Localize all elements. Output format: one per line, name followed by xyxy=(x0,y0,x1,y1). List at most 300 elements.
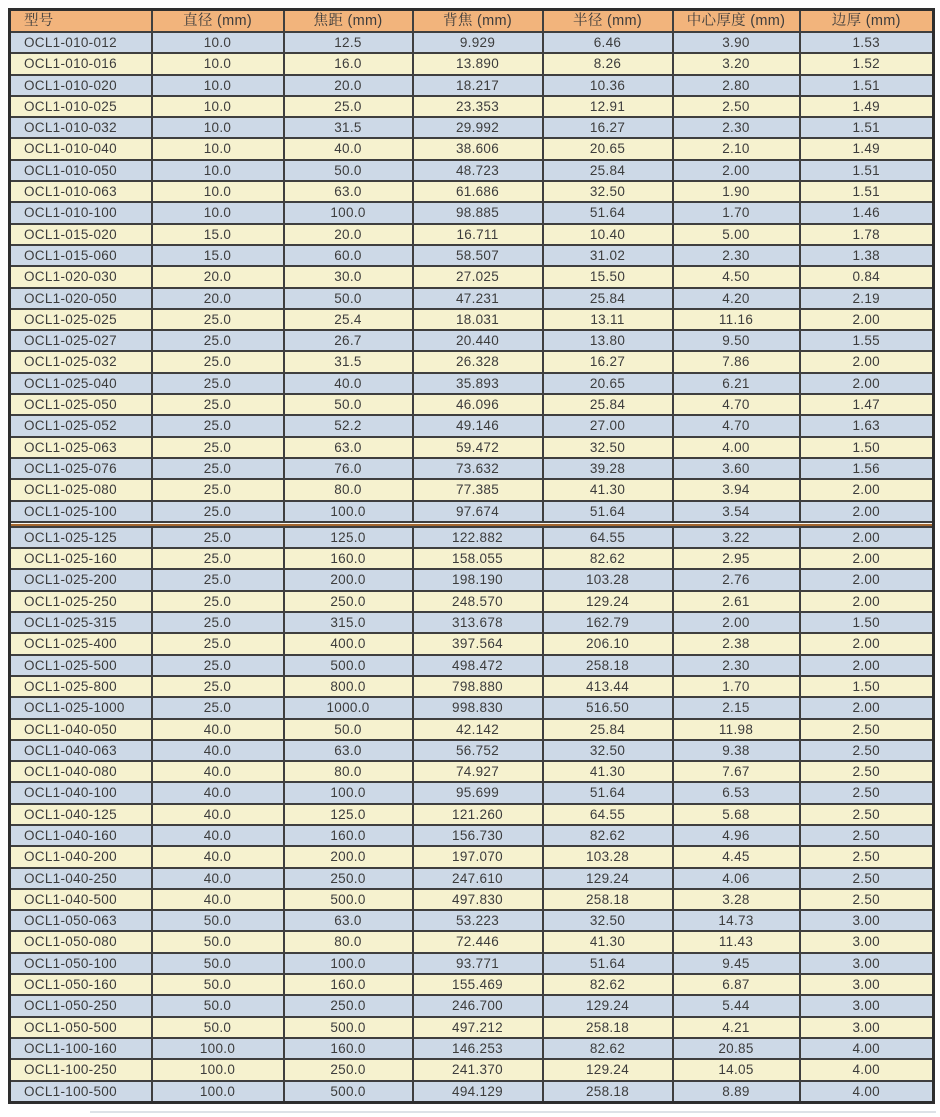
table-row xyxy=(10,527,934,548)
value-cell: 14.05 xyxy=(673,1059,800,1080)
value-cell: 25.4 xyxy=(284,309,413,330)
value-cell: 41.30 xyxy=(543,931,673,952)
model-cell: OCL1-015-020 xyxy=(10,224,152,245)
value-cell: 0.84 xyxy=(800,266,934,287)
value-cell: 82.62 xyxy=(543,825,673,846)
value-cell: 5.68 xyxy=(673,804,800,825)
model-cell: OCL1-010-020 xyxy=(10,75,152,96)
value-cell: 53.223 xyxy=(413,910,543,931)
value-cell: 61.686 xyxy=(413,181,543,202)
value-cell: 2.19 xyxy=(800,288,934,309)
model-cell: OCL1-050-100 xyxy=(10,953,152,974)
table-row xyxy=(10,868,934,889)
table-row xyxy=(10,351,934,372)
value-cell: 4.70 xyxy=(673,415,800,436)
value-cell: 2.00 xyxy=(800,351,934,372)
table-row xyxy=(10,245,934,266)
model-cell: OCL1-010-032 xyxy=(10,117,152,138)
value-cell: 1.50 xyxy=(800,676,934,697)
value-cell: 12.5 xyxy=(284,32,413,53)
value-cell: 100.0 xyxy=(152,1038,284,1059)
value-cell: 63.0 xyxy=(284,910,413,931)
model-cell: OCL1-025-032 xyxy=(10,351,152,372)
value-cell: 1.78 xyxy=(800,224,934,245)
table-row xyxy=(10,309,934,330)
model-cell: OCL1-050-080 xyxy=(10,931,152,952)
model-cell: OCL1-025-400 xyxy=(10,633,152,654)
value-cell: 35.893 xyxy=(413,373,543,394)
value-cell: 3.28 xyxy=(673,889,800,910)
model-cell: OCL1-100-250 xyxy=(10,1059,152,1080)
model-cell: OCL1-050-500 xyxy=(10,1017,152,1038)
value-cell: 158.055 xyxy=(413,548,543,569)
value-cell: 25.0 xyxy=(152,655,284,676)
model-cell: OCL1-100-500 xyxy=(10,1081,152,1103)
value-cell: 40.0 xyxy=(152,740,284,761)
value-cell: 10.0 xyxy=(152,53,284,74)
value-cell: 25.0 xyxy=(152,591,284,612)
value-cell: 121.260 xyxy=(413,804,543,825)
value-cell: 40.0 xyxy=(152,782,284,803)
value-cell: 516.50 xyxy=(543,697,673,718)
value-cell: 2.50 xyxy=(800,782,934,803)
value-cell: 31.02 xyxy=(543,245,673,266)
value-cell: 9.38 xyxy=(673,740,800,761)
value-cell: 103.28 xyxy=(543,569,673,590)
value-cell: 498.472 xyxy=(413,655,543,676)
value-cell: 800.0 xyxy=(284,676,413,697)
value-cell: 1000.0 xyxy=(284,697,413,718)
table-row xyxy=(10,676,934,697)
model-cell: OCL1-020-030 xyxy=(10,266,152,287)
value-cell: 2.50 xyxy=(800,889,934,910)
value-cell: 1.46 xyxy=(800,202,934,223)
value-cell: 40.0 xyxy=(284,373,413,394)
table-row xyxy=(10,330,934,351)
value-cell: 46.096 xyxy=(413,394,543,415)
value-cell: 247.610 xyxy=(413,868,543,889)
model-cell: OCL1-025-040 xyxy=(10,373,152,394)
value-cell: 3.00 xyxy=(800,931,934,952)
value-cell: 32.50 xyxy=(543,910,673,931)
value-cell: 41.30 xyxy=(543,761,673,782)
value-cell: 25.0 xyxy=(152,548,284,569)
value-cell: 7.67 xyxy=(673,761,800,782)
value-cell: 241.370 xyxy=(413,1059,543,1080)
value-cell: 2.95 xyxy=(673,548,800,569)
column-header: 背焦 (mm) xyxy=(413,10,543,33)
model-cell: OCL1-010-025 xyxy=(10,96,152,117)
value-cell: 50.0 xyxy=(152,974,284,995)
table-row xyxy=(10,1059,934,1080)
model-cell: OCL1-050-063 xyxy=(10,910,152,931)
value-cell: 38.606 xyxy=(413,138,543,159)
value-cell: 100.0 xyxy=(284,953,413,974)
value-cell: 2.00 xyxy=(800,527,934,548)
value-cell: 20.0 xyxy=(284,224,413,245)
value-cell: 4.06 xyxy=(673,868,800,889)
value-cell: 200.0 xyxy=(284,569,413,590)
value-cell: 2.50 xyxy=(800,740,934,761)
table-row xyxy=(10,995,934,1016)
table-row xyxy=(10,719,934,740)
value-cell: 3.60 xyxy=(673,458,800,479)
table-row xyxy=(10,501,934,522)
value-cell: 6.53 xyxy=(673,782,800,803)
value-cell: 58.507 xyxy=(413,245,543,266)
value-cell: 82.62 xyxy=(543,974,673,995)
value-cell: 2.50 xyxy=(800,804,934,825)
table-row xyxy=(10,782,934,803)
value-cell: 25.0 xyxy=(152,351,284,372)
table-row xyxy=(10,437,934,458)
model-cell: OCL1-040-100 xyxy=(10,782,152,803)
value-cell: 2.00 xyxy=(800,309,934,330)
table-row xyxy=(10,591,934,612)
value-cell: 25.0 xyxy=(152,330,284,351)
value-cell: 1.49 xyxy=(800,138,934,159)
value-cell: 50.0 xyxy=(284,160,413,181)
value-cell: 26.328 xyxy=(413,351,543,372)
value-cell: 250.0 xyxy=(284,995,413,1016)
table-row xyxy=(10,612,934,633)
value-cell: 80.0 xyxy=(284,931,413,952)
value-cell: 18.031 xyxy=(413,309,543,330)
value-cell: 25.0 xyxy=(152,501,284,522)
value-cell: 10.0 xyxy=(152,32,284,53)
value-cell: 129.24 xyxy=(543,591,673,612)
value-cell: 56.752 xyxy=(413,740,543,761)
value-cell: 6.87 xyxy=(673,974,800,995)
table-row xyxy=(10,1017,934,1038)
value-cell: 25.0 xyxy=(152,612,284,633)
table-row xyxy=(10,846,934,867)
model-cell: OCL1-025-800 xyxy=(10,676,152,697)
value-cell: 40.0 xyxy=(152,846,284,867)
table-row xyxy=(10,266,934,287)
value-cell: 258.18 xyxy=(543,1017,673,1038)
value-cell: 41.30 xyxy=(543,479,673,500)
value-cell: 25.0 xyxy=(284,96,413,117)
value-cell: 7.86 xyxy=(673,351,800,372)
column-header: 半径 (mm) xyxy=(543,10,673,33)
value-cell: 3.00 xyxy=(800,995,934,1016)
value-cell: 52.2 xyxy=(284,415,413,436)
model-cell: OCL1-040-080 xyxy=(10,761,152,782)
table-row xyxy=(10,825,934,846)
value-cell: 2.00 xyxy=(673,160,800,181)
value-cell: 1.70 xyxy=(673,202,800,223)
value-cell: 2.00 xyxy=(800,633,934,654)
value-cell: 97.674 xyxy=(413,501,543,522)
model-cell: OCL1-025-080 xyxy=(10,479,152,500)
value-cell: 258.18 xyxy=(543,1081,673,1103)
value-cell: 6.46 xyxy=(543,32,673,53)
value-cell: 20.0 xyxy=(152,288,284,309)
table-row xyxy=(10,32,934,53)
value-cell: 40.0 xyxy=(152,825,284,846)
model-cell: OCL1-025-125 xyxy=(10,527,152,548)
model-cell: OCL1-025-500 xyxy=(10,655,152,676)
model-cell: OCL1-040-500 xyxy=(10,889,152,910)
model-cell: OCL1-025-100 xyxy=(10,501,152,522)
value-cell: 100.0 xyxy=(284,782,413,803)
value-cell: 50.0 xyxy=(152,931,284,952)
value-cell: 4.00 xyxy=(800,1038,934,1059)
value-cell: 25.84 xyxy=(543,288,673,309)
table-body xyxy=(10,32,934,1102)
value-cell: 413.44 xyxy=(543,676,673,697)
value-cell: 13.890 xyxy=(413,53,543,74)
value-cell: 25.84 xyxy=(543,719,673,740)
value-cell: 16.27 xyxy=(543,117,673,138)
value-cell: 93.771 xyxy=(413,953,543,974)
value-cell: 4.20 xyxy=(673,288,800,309)
table-row xyxy=(10,288,934,309)
value-cell: 3.94 xyxy=(673,479,800,500)
table-row xyxy=(10,655,934,676)
value-cell: 3.20 xyxy=(673,53,800,74)
value-cell: 2.00 xyxy=(800,373,934,394)
value-cell: 40.0 xyxy=(152,868,284,889)
value-cell: 1.38 xyxy=(800,245,934,266)
value-cell: 3.22 xyxy=(673,527,800,548)
value-cell: 72.446 xyxy=(413,931,543,952)
value-cell: 2.30 xyxy=(673,245,800,266)
table-row xyxy=(10,569,934,590)
value-cell: 74.927 xyxy=(413,761,543,782)
value-cell: 1.51 xyxy=(800,181,934,202)
value-cell: 2.00 xyxy=(800,548,934,569)
value-cell: 40.0 xyxy=(284,138,413,159)
table-row xyxy=(10,740,934,761)
table-row xyxy=(10,117,934,138)
value-cell: 100.0 xyxy=(152,1081,284,1103)
value-cell: 129.24 xyxy=(543,995,673,1016)
value-cell: 32.50 xyxy=(543,437,673,458)
value-cell: 4.45 xyxy=(673,846,800,867)
value-cell: 15.50 xyxy=(543,266,673,287)
model-cell: OCL1-040-250 xyxy=(10,868,152,889)
value-cell: 20.0 xyxy=(152,266,284,287)
value-cell: 13.11 xyxy=(543,309,673,330)
value-cell: 77.385 xyxy=(413,479,543,500)
value-cell: 27.00 xyxy=(543,415,673,436)
value-cell: 50.0 xyxy=(152,1017,284,1038)
table-row xyxy=(10,548,934,569)
value-cell: 1.50 xyxy=(800,612,934,633)
value-cell: 51.64 xyxy=(543,782,673,803)
table-row xyxy=(10,96,934,117)
value-cell: 400.0 xyxy=(284,633,413,654)
value-cell: 59.472 xyxy=(413,437,543,458)
value-cell: 129.24 xyxy=(543,868,673,889)
value-cell: 3.90 xyxy=(673,32,800,53)
value-cell: 246.700 xyxy=(413,995,543,1016)
value-cell: 20.0 xyxy=(284,75,413,96)
value-cell: 51.64 xyxy=(543,202,673,223)
value-cell: 4.00 xyxy=(673,437,800,458)
value-cell: 18.217 xyxy=(413,75,543,96)
value-cell: 64.55 xyxy=(543,804,673,825)
value-cell: 2.50 xyxy=(800,761,934,782)
value-cell: 125.0 xyxy=(284,804,413,825)
value-cell: 25.0 xyxy=(152,309,284,330)
value-cell: 2.50 xyxy=(800,846,934,867)
value-cell: 25.0 xyxy=(152,394,284,415)
value-cell: 47.231 xyxy=(413,288,543,309)
table-row xyxy=(10,138,934,159)
table-row xyxy=(10,697,934,718)
value-cell: 3.00 xyxy=(800,953,934,974)
value-cell: 39.28 xyxy=(543,458,673,479)
value-cell: 63.0 xyxy=(284,181,413,202)
table-row xyxy=(10,394,934,415)
value-cell: 10.0 xyxy=(152,117,284,138)
value-cell: 9.929 xyxy=(413,32,543,53)
value-cell: 497.212 xyxy=(413,1017,543,1038)
value-cell: 25.0 xyxy=(152,437,284,458)
model-cell: OCL1-025-1000 xyxy=(10,697,152,718)
value-cell: 10.40 xyxy=(543,224,673,245)
value-cell: 2.00 xyxy=(800,569,934,590)
value-cell: 2.15 xyxy=(673,697,800,718)
value-cell: 50.0 xyxy=(284,288,413,309)
table-row xyxy=(10,974,934,995)
model-cell: OCL1-025-027 xyxy=(10,330,152,351)
value-cell: 25.0 xyxy=(152,373,284,394)
value-cell: 2.30 xyxy=(673,117,800,138)
value-cell: 5.00 xyxy=(673,224,800,245)
model-cell: OCL1-010-063 xyxy=(10,181,152,202)
table-row xyxy=(10,202,934,223)
value-cell: 397.564 xyxy=(413,633,543,654)
value-cell: 76.0 xyxy=(284,458,413,479)
model-cell: OCL1-010-012 xyxy=(10,32,152,53)
value-cell: 160.0 xyxy=(284,1038,413,1059)
value-cell: 250.0 xyxy=(284,868,413,889)
value-cell: 2.00 xyxy=(800,479,934,500)
column-header: 边厚 (mm) xyxy=(800,10,934,33)
value-cell: 3.00 xyxy=(800,1017,934,1038)
value-cell: 25.0 xyxy=(152,458,284,479)
value-cell: 9.45 xyxy=(673,953,800,974)
value-cell: 10.0 xyxy=(152,160,284,181)
table-row xyxy=(10,373,934,394)
value-cell: 1.51 xyxy=(800,160,934,181)
value-cell: 798.880 xyxy=(413,676,543,697)
value-cell: 497.830 xyxy=(413,889,543,910)
value-cell: 60.0 xyxy=(284,245,413,266)
value-cell: 50.0 xyxy=(152,910,284,931)
model-cell: OCL1-025-315 xyxy=(10,612,152,633)
model-cell: OCL1-050-160 xyxy=(10,974,152,995)
model-cell: OCL1-010-040 xyxy=(10,138,152,159)
value-cell: 1.50 xyxy=(800,437,934,458)
value-cell: 98.885 xyxy=(413,202,543,223)
table-row xyxy=(10,224,934,245)
value-cell: 25.0 xyxy=(152,676,284,697)
table-row xyxy=(10,1038,934,1059)
value-cell: 12.91 xyxy=(543,96,673,117)
table-row xyxy=(10,1081,934,1103)
model-cell: OCL1-040-160 xyxy=(10,825,152,846)
value-cell: 4.96 xyxy=(673,825,800,846)
value-cell: 4.00 xyxy=(800,1059,934,1080)
value-cell: 3.54 xyxy=(673,501,800,522)
table-row xyxy=(10,75,934,96)
value-cell: 95.699 xyxy=(413,782,543,803)
table-row xyxy=(10,953,934,974)
value-cell: 500.0 xyxy=(284,655,413,676)
value-cell: 14.73 xyxy=(673,910,800,931)
table-row xyxy=(10,889,934,910)
value-cell: 2.50 xyxy=(800,825,934,846)
value-cell: 1.52 xyxy=(800,53,934,74)
value-cell: 3.00 xyxy=(800,910,934,931)
model-cell: OCL1-100-160 xyxy=(10,1038,152,1059)
column-header: 焦距 (mm) xyxy=(284,10,413,33)
value-cell: 248.570 xyxy=(413,591,543,612)
value-cell: 258.18 xyxy=(543,655,673,676)
value-cell: 103.28 xyxy=(543,846,673,867)
value-cell: 63.0 xyxy=(284,437,413,458)
value-cell: 9.50 xyxy=(673,330,800,351)
value-cell: 20.65 xyxy=(543,373,673,394)
value-cell: 25.0 xyxy=(152,569,284,590)
table-row xyxy=(10,160,934,181)
table-row xyxy=(10,761,934,782)
value-cell: 10.0 xyxy=(152,138,284,159)
value-cell: 25.0 xyxy=(152,415,284,436)
value-cell: 63.0 xyxy=(284,740,413,761)
value-cell: 3.00 xyxy=(800,974,934,995)
value-cell: 1.70 xyxy=(673,676,800,697)
column-header: 直径 (mm) xyxy=(152,10,284,33)
value-cell: 2.50 xyxy=(800,719,934,740)
value-cell: 2.50 xyxy=(800,868,934,889)
value-cell: 11.98 xyxy=(673,719,800,740)
value-cell: 1.51 xyxy=(800,117,934,138)
header-row xyxy=(10,10,934,33)
model-cell: OCL1-025-025 xyxy=(10,309,152,330)
value-cell: 73.632 xyxy=(413,458,543,479)
value-cell: 156.730 xyxy=(413,825,543,846)
value-cell: 20.85 xyxy=(673,1038,800,1059)
model-cell: OCL1-020-050 xyxy=(10,288,152,309)
model-cell: OCL1-025-076 xyxy=(10,458,152,479)
value-cell: 40.0 xyxy=(152,761,284,782)
column-header: 中心厚度 (mm) xyxy=(673,10,800,33)
value-cell: 40.0 xyxy=(152,804,284,825)
model-cell: OCL1-040-050 xyxy=(10,719,152,740)
value-cell: 313.678 xyxy=(413,612,543,633)
value-cell: 500.0 xyxy=(284,1017,413,1038)
model-cell: OCL1-010-016 xyxy=(10,53,152,74)
bottom-shadow-line xyxy=(90,1111,936,1113)
table-row xyxy=(10,415,934,436)
value-cell: 64.55 xyxy=(543,527,673,548)
value-cell: 250.0 xyxy=(284,591,413,612)
model-cell: OCL1-025-050 xyxy=(10,394,152,415)
model-cell: OCL1-025-052 xyxy=(10,415,152,436)
value-cell: 27.025 xyxy=(413,266,543,287)
value-cell: 42.142 xyxy=(413,719,543,740)
value-cell: 206.10 xyxy=(543,633,673,654)
value-cell: 25.0 xyxy=(152,697,284,718)
value-cell: 197.070 xyxy=(413,846,543,867)
value-cell: 6.21 xyxy=(673,373,800,394)
